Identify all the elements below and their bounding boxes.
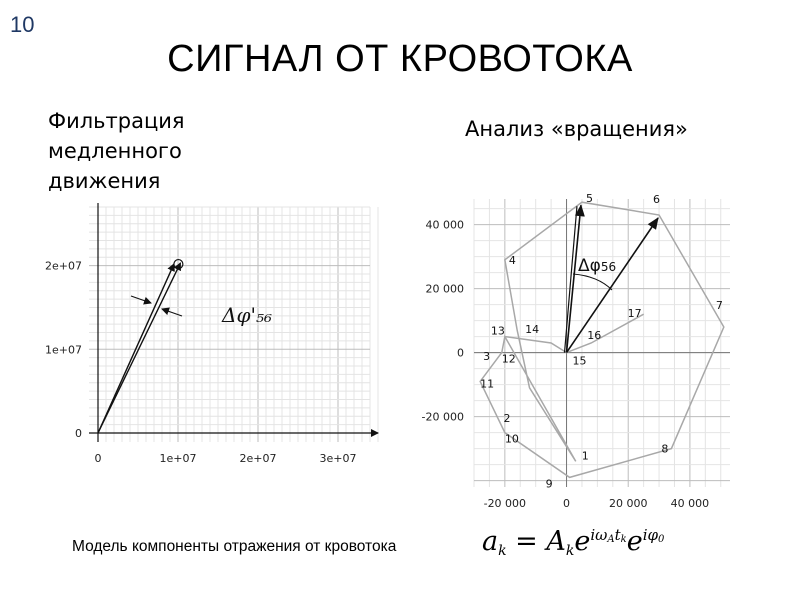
point-label: 13	[490, 324, 505, 338]
left-subtitle-line: движения	[48, 169, 161, 193]
point-label: 2	[503, 411, 511, 425]
y-tick-label: -20 000	[421, 410, 464, 424]
left-angle-label: Δφ'₅₆	[222, 303, 272, 327]
point-label: 9	[545, 477, 553, 491]
angle-arc	[573, 274, 612, 290]
right-subtitle: Анализ «вращения»	[465, 117, 688, 141]
point-label: 4	[508, 253, 516, 267]
point-label: 11	[480, 377, 495, 391]
point-label: 6	[653, 193, 661, 206]
x-tick-label: 1e+07	[159, 452, 197, 465]
point-label: 14	[525, 323, 540, 336]
y-tick-label: 20 000	[425, 282, 464, 296]
x-tick-label: 20 000	[608, 497, 648, 510]
y-tick-label: 40 000	[425, 218, 464, 232]
rotation-vector	[567, 205, 581, 352]
rotation-analysis-plot	[0, 190, 800, 520]
y-tick-label: 2e+07	[45, 259, 82, 273]
slide-number: 10	[10, 12, 35, 37]
slide-title: СИГНАЛ ОТ КРОВОТОКА	[167, 38, 633, 80]
model-caption: Модель компоненты отражения от кровотока	[72, 538, 397, 555]
x-tick-label: -20 000	[483, 497, 527, 510]
point-label: 17	[627, 307, 642, 321]
left-subtitle-line: Фильтрация	[48, 109, 185, 133]
rotation-point-labels	[480, 192, 723, 490]
x-tick-label: 2e+07	[239, 452, 277, 465]
x-tick-label: 0	[94, 452, 102, 465]
left-subtitle	[48, 106, 185, 196]
y-tick-label: 0	[75, 427, 82, 440]
x-tick-label: 0	[563, 497, 571, 510]
point-label: 16	[587, 329, 602, 342]
right-tick-labels	[422, 219, 710, 510]
point-label: 15	[572, 354, 587, 368]
right-angle-label: Δφ56	[578, 256, 617, 276]
x-tick-label: 3e+07	[319, 452, 357, 465]
point-label: 3	[483, 350, 491, 364]
point-label: 8	[661, 442, 669, 456]
model-formula: $a_k = A_ke^{i\omega_At_k}e^{i\varphi_0}$	[482, 526, 665, 559]
point-label: 1	[581, 449, 589, 463]
point-label: 7	[715, 299, 723, 312]
point-label: 5	[585, 192, 593, 206]
y-tick-label: 1e+07	[45, 343, 82, 357]
point-label: 12	[501, 352, 516, 366]
x-tick-label: 40 000	[670, 497, 710, 510]
y-tick-label: 0	[457, 346, 464, 360]
point-label: 10	[504, 432, 519, 446]
left-subtitle-line: медленного	[48, 139, 182, 163]
